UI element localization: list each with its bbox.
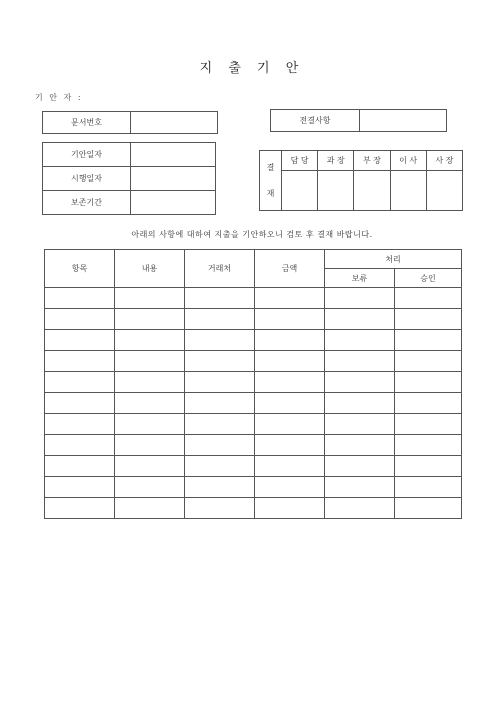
approval-position-staff: 담 당 xyxy=(282,151,318,171)
table-cell[interactable] xyxy=(185,393,255,414)
expense-table xyxy=(44,249,462,519)
table-cell[interactable] xyxy=(325,456,395,477)
table-cell[interactable] xyxy=(325,309,395,330)
table-cell[interactable] xyxy=(115,435,185,456)
table-cell[interactable] xyxy=(255,393,325,414)
effective-date-label: 시행일자 xyxy=(43,167,131,191)
table-row xyxy=(45,288,462,309)
approval-stamp-president[interactable] xyxy=(426,171,462,211)
table-cell[interactable] xyxy=(185,288,255,309)
retention-period-field[interactable] xyxy=(131,191,216,215)
table-cell[interactable] xyxy=(325,288,395,309)
table-cell[interactable] xyxy=(185,372,255,393)
table-cell[interactable] xyxy=(395,351,462,372)
approval-stamp-dept-head[interactable] xyxy=(354,171,390,211)
table-cell[interactable] xyxy=(255,498,325,519)
table-row xyxy=(45,330,462,351)
table-cell[interactable] xyxy=(395,414,462,435)
table-cell[interactable] xyxy=(325,330,395,351)
table-row xyxy=(45,456,462,477)
table-row xyxy=(45,435,462,456)
table-cell[interactable] xyxy=(395,456,462,477)
header-vendor: 거래처 xyxy=(185,250,255,288)
table-cell[interactable] xyxy=(45,435,115,456)
table-cell[interactable] xyxy=(115,393,185,414)
approval-position-section-chief: 과 장 xyxy=(318,151,354,171)
table-cell[interactable] xyxy=(45,372,115,393)
header-content: 내용 xyxy=(115,250,185,288)
table-cell[interactable] xyxy=(255,351,325,372)
table-cell[interactable] xyxy=(115,372,185,393)
table-cell[interactable] xyxy=(395,393,462,414)
table-cell[interactable] xyxy=(115,351,185,372)
table-cell[interactable] xyxy=(395,477,462,498)
decision-box xyxy=(270,109,447,132)
approval-position-president: 사 장 xyxy=(426,151,462,171)
table-cell[interactable] xyxy=(395,288,462,309)
approval-position-director: 이 사 xyxy=(390,151,426,171)
table-cell[interactable] xyxy=(115,330,185,351)
draft-date-label: 기안일자 xyxy=(43,143,131,167)
table-cell[interactable] xyxy=(45,477,115,498)
table-cell[interactable] xyxy=(325,372,395,393)
header-process: 처리 xyxy=(325,250,462,269)
table-cell[interactable] xyxy=(185,414,255,435)
table-cell[interactable] xyxy=(395,309,462,330)
table-cell[interactable] xyxy=(395,372,462,393)
header-approve: 승인 xyxy=(395,269,462,288)
approval-stamp-section-chief[interactable] xyxy=(318,171,354,211)
table-cell[interactable] xyxy=(255,372,325,393)
table-cell[interactable] xyxy=(255,330,325,351)
table-cell[interactable] xyxy=(325,498,395,519)
doc-number-label: 문서번호 xyxy=(43,112,131,134)
table-cell[interactable] xyxy=(45,456,115,477)
table-cell[interactable] xyxy=(115,456,185,477)
table-cell[interactable] xyxy=(325,477,395,498)
table-cell[interactable] xyxy=(255,456,325,477)
decision-label: 전결사항 xyxy=(271,110,360,132)
table-cell[interactable] xyxy=(45,351,115,372)
approval-stamp-staff[interactable] xyxy=(282,171,318,211)
approval-box xyxy=(259,150,463,211)
table-cell[interactable] xyxy=(45,498,115,519)
table-row xyxy=(45,351,462,372)
table-cell[interactable] xyxy=(185,351,255,372)
table-cell[interactable] xyxy=(395,330,462,351)
decision-field[interactable] xyxy=(360,110,447,132)
doc-number-box xyxy=(42,111,218,134)
table-cell[interactable] xyxy=(45,330,115,351)
approval-side-label-bottom: 재 xyxy=(266,188,275,198)
doc-number-field[interactable] xyxy=(131,112,218,134)
table-cell[interactable] xyxy=(255,414,325,435)
page-title: 지 출 기 안 xyxy=(199,61,305,76)
table-cell[interactable] xyxy=(45,414,115,435)
table-row xyxy=(45,309,462,330)
drafter-label: 기 안 자 : xyxy=(35,93,83,102)
table-cell[interactable] xyxy=(325,435,395,456)
header-item: 항목 xyxy=(45,250,115,288)
table-cell[interactable] xyxy=(185,330,255,351)
table-row xyxy=(45,372,462,393)
header-amount: 금액 xyxy=(255,250,325,288)
approval-position-dept-head: 부 장 xyxy=(354,151,390,171)
draft-date-field[interactable] xyxy=(131,143,216,167)
table-cell[interactable] xyxy=(185,309,255,330)
table-cell[interactable] xyxy=(325,393,395,414)
table-cell[interactable] xyxy=(115,414,185,435)
retention-period-label: 보존기간 xyxy=(43,191,131,215)
table-cell[interactable] xyxy=(185,435,255,456)
table-cell[interactable] xyxy=(185,498,255,519)
approval-side-label xyxy=(260,151,282,211)
approval-side-label-top: 결 xyxy=(266,162,275,172)
table-cell[interactable] xyxy=(255,288,325,309)
table-row xyxy=(45,393,462,414)
table-row xyxy=(45,477,462,498)
table-cell[interactable] xyxy=(185,456,255,477)
table-cell[interactable] xyxy=(325,414,395,435)
table-cell[interactable] xyxy=(115,309,185,330)
table-cell[interactable] xyxy=(395,498,462,519)
table-cell[interactable] xyxy=(45,309,115,330)
table-cell[interactable] xyxy=(185,477,255,498)
date-fields-box xyxy=(42,142,216,215)
notice-text: 아래의 사항에 대하여 지출을 기안하오니 검토 후 결재 바랍니다. xyxy=(131,230,373,239)
table-cell[interactable] xyxy=(325,351,395,372)
table-row xyxy=(45,414,462,435)
table-cell[interactable] xyxy=(115,477,185,498)
header-hold: 보류 xyxy=(325,269,395,288)
table-cell[interactable] xyxy=(255,309,325,330)
table-cell[interactable] xyxy=(255,477,325,498)
table-row xyxy=(45,498,462,519)
table-cell[interactable] xyxy=(255,435,325,456)
table-cell[interactable] xyxy=(45,393,115,414)
table-cell[interactable] xyxy=(45,288,115,309)
table-cell[interactable] xyxy=(115,498,185,519)
table-cell[interactable] xyxy=(115,288,185,309)
table-cell[interactable] xyxy=(395,435,462,456)
effective-date-field[interactable] xyxy=(131,167,216,191)
approval-stamp-director[interactable] xyxy=(390,171,426,211)
